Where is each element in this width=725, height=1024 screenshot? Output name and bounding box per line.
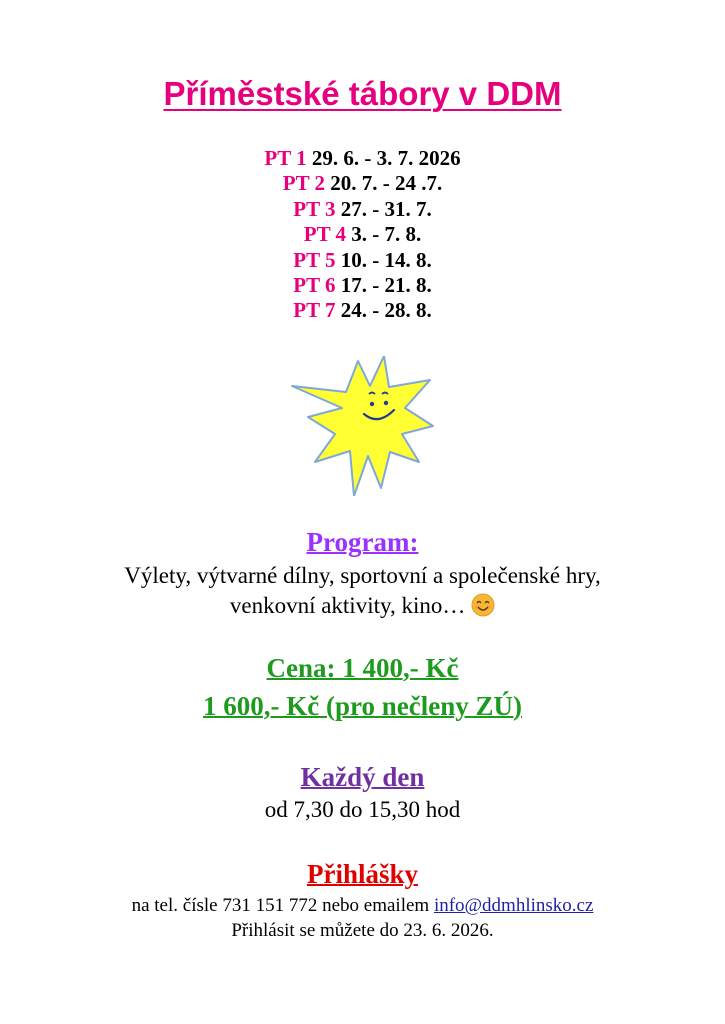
session-dates: 27. - 31. 7. (340, 196, 432, 221)
session-dates: 24. - 28. 8. (340, 298, 432, 323)
session-dates: 3. - 7. 8. (351, 222, 422, 247)
price-block (0, 649, 725, 725)
email-link[interactable]: info@ddmhlinsko.cz (433, 895, 594, 916)
signup-contact-text: na tel. čísle 731 151 772 nebo emailem (131, 895, 430, 916)
session-code: PT 6 (293, 273, 336, 298)
session-code: PT 4 (303, 222, 346, 247)
session-code: PT 1 (264, 146, 307, 170)
page-title: Příměstské tábory v DDM (163, 75, 562, 112)
session-row (0, 248, 725, 273)
program-heading: Program: (306, 527, 419, 557)
program-line-text: venkovní aktivity, kino… (229, 593, 466, 618)
sun-icon (290, 356, 436, 496)
session-code: PT 3 (293, 196, 336, 221)
everyday-heading: Každý den (300, 762, 425, 792)
session-code: PT 5 (293, 247, 336, 272)
session-row (0, 146, 725, 171)
daily-hours: od 7,30 do 15,30 hod (264, 797, 461, 822)
session-row (0, 171, 725, 196)
signup-deadline: Přihlásit se můžete do 23. 6. 2026. (231, 920, 494, 941)
signup-heading: Přihlášky (306, 859, 419, 889)
session-row (0, 197, 725, 222)
price-non-members: 1 600,- Kč (pro nečleny ZÚ) (203, 691, 522, 721)
session-dates: 29. 6. - 3. 7. 2026 (311, 146, 461, 170)
session-row (0, 222, 725, 247)
signup-contact (0, 893, 725, 918)
program-line-2 (0, 591, 725, 621)
session-list (0, 146, 725, 324)
session-code: PT 7 (293, 298, 336, 323)
program-line: Výlety, výtvarné dílny, sportovní a společenské hry, (124, 563, 601, 588)
session-code: PT 2 (282, 171, 325, 196)
session-dates: 20. 7. - 24 .7. (330, 171, 443, 196)
session-row (0, 273, 725, 298)
session-dates: 10. - 14. 8. (340, 247, 432, 272)
session-dates: 17. - 21. 8. (340, 273, 432, 298)
session-row (0, 298, 725, 323)
smiling-face-emoji-icon (471, 593, 495, 617)
program-description (0, 561, 725, 621)
price-members: Cena: 1 400,- Kč (266, 653, 459, 683)
